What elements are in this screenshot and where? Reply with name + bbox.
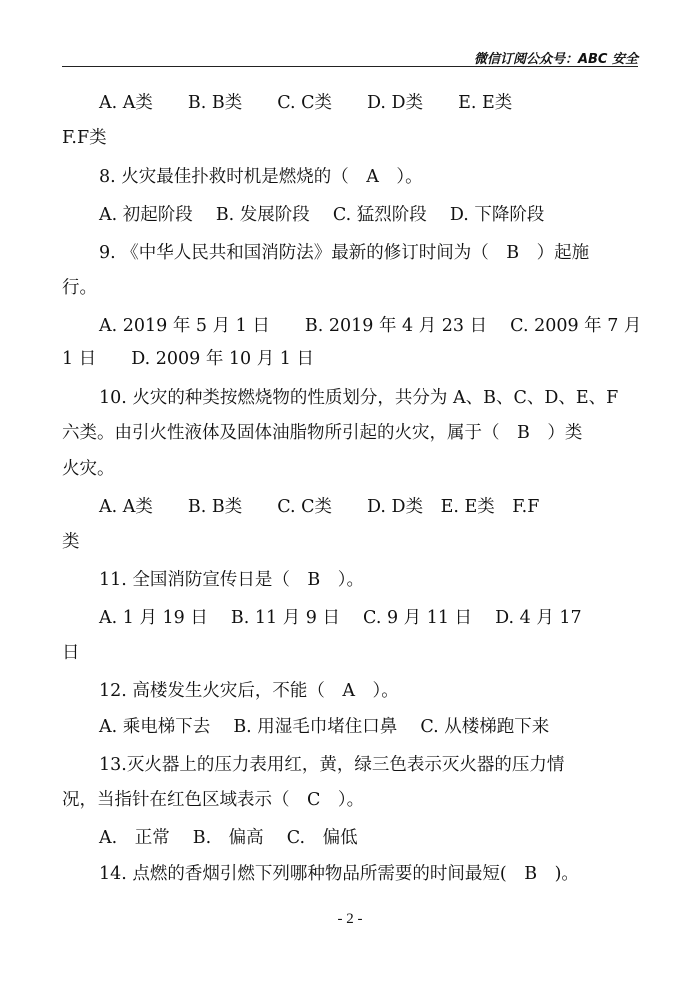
text-line: 火灾。 bbox=[62, 459, 115, 479]
text-line: 11. 全国消防宣传日是（ B ）。 bbox=[99, 570, 365, 590]
text-line: A. 2019 年 5 月 1 日 B. 2019 年 4 月 23 日 C. 2009 年 7 月 bbox=[99, 316, 642, 336]
text-line: A. 初起阶段 B. 发展阶段 C. 猛烈阶段 D. 下降阶段 bbox=[99, 205, 545, 225]
text-line: 13.灭火器上的压力表用红，黄，绿三色表示灭火器的压力情 bbox=[99, 755, 565, 775]
text-line: A. A类 B. B类 C. C类 D. D类 E. E类 bbox=[99, 93, 513, 113]
text-line: A. 1 月 19 日 B. 11 月 9 日 C. 9 月 11 日 D. 4 月 17 bbox=[99, 608, 582, 628]
text-line: 9. 《中华人民共和国消防法》最新的修订时间为（ B ）起施 bbox=[99, 243, 590, 263]
text-line: F.F类 bbox=[62, 128, 107, 148]
text-line: A. A类 B. B类 C. C类 D. D类 E. E类 F.F bbox=[99, 497, 540, 517]
text-line: 类 bbox=[62, 532, 80, 552]
page-number: - 2 - bbox=[337, 911, 363, 927]
page-header bbox=[62, 38, 638, 67]
text-line: 10. 火灾的种类按燃烧物的性质划分，共分为 A、B、C、D、E、F bbox=[99, 388, 619, 408]
text-line: 六类。由引火性液体及固体油脂物所引起的火灾，属于（ B ）类 bbox=[62, 423, 583, 443]
text-line: 况，当指针在红色区域表示（ C ）。 bbox=[62, 790, 365, 810]
text-line: 1 日 D. 2009 年 10 月 1 日 bbox=[62, 349, 314, 369]
text-line: A. 乘电梯下去 B. 用湿毛巾堵住口鼻 C. 从楼梯跑下来 bbox=[99, 717, 550, 737]
text-line: 行。 bbox=[62, 278, 97, 298]
text-line: 8. 火灾最佳扑救时机是燃烧的（ A ）。 bbox=[99, 167, 423, 187]
text-line: A. 正常 B. 偏高 C. 偏低 bbox=[99, 828, 358, 848]
text-line: 日 bbox=[62, 643, 80, 663]
text-line: 12. 高楼发生火灾后，不能（ A ）。 bbox=[99, 681, 399, 701]
text-line: 14. 点燃的香烟引燃下列哪种物品所需要的时间最短( B )。 bbox=[99, 864, 579, 884]
header-title: 微信订阅公众号：ABC 安全 bbox=[473, 52, 638, 67]
